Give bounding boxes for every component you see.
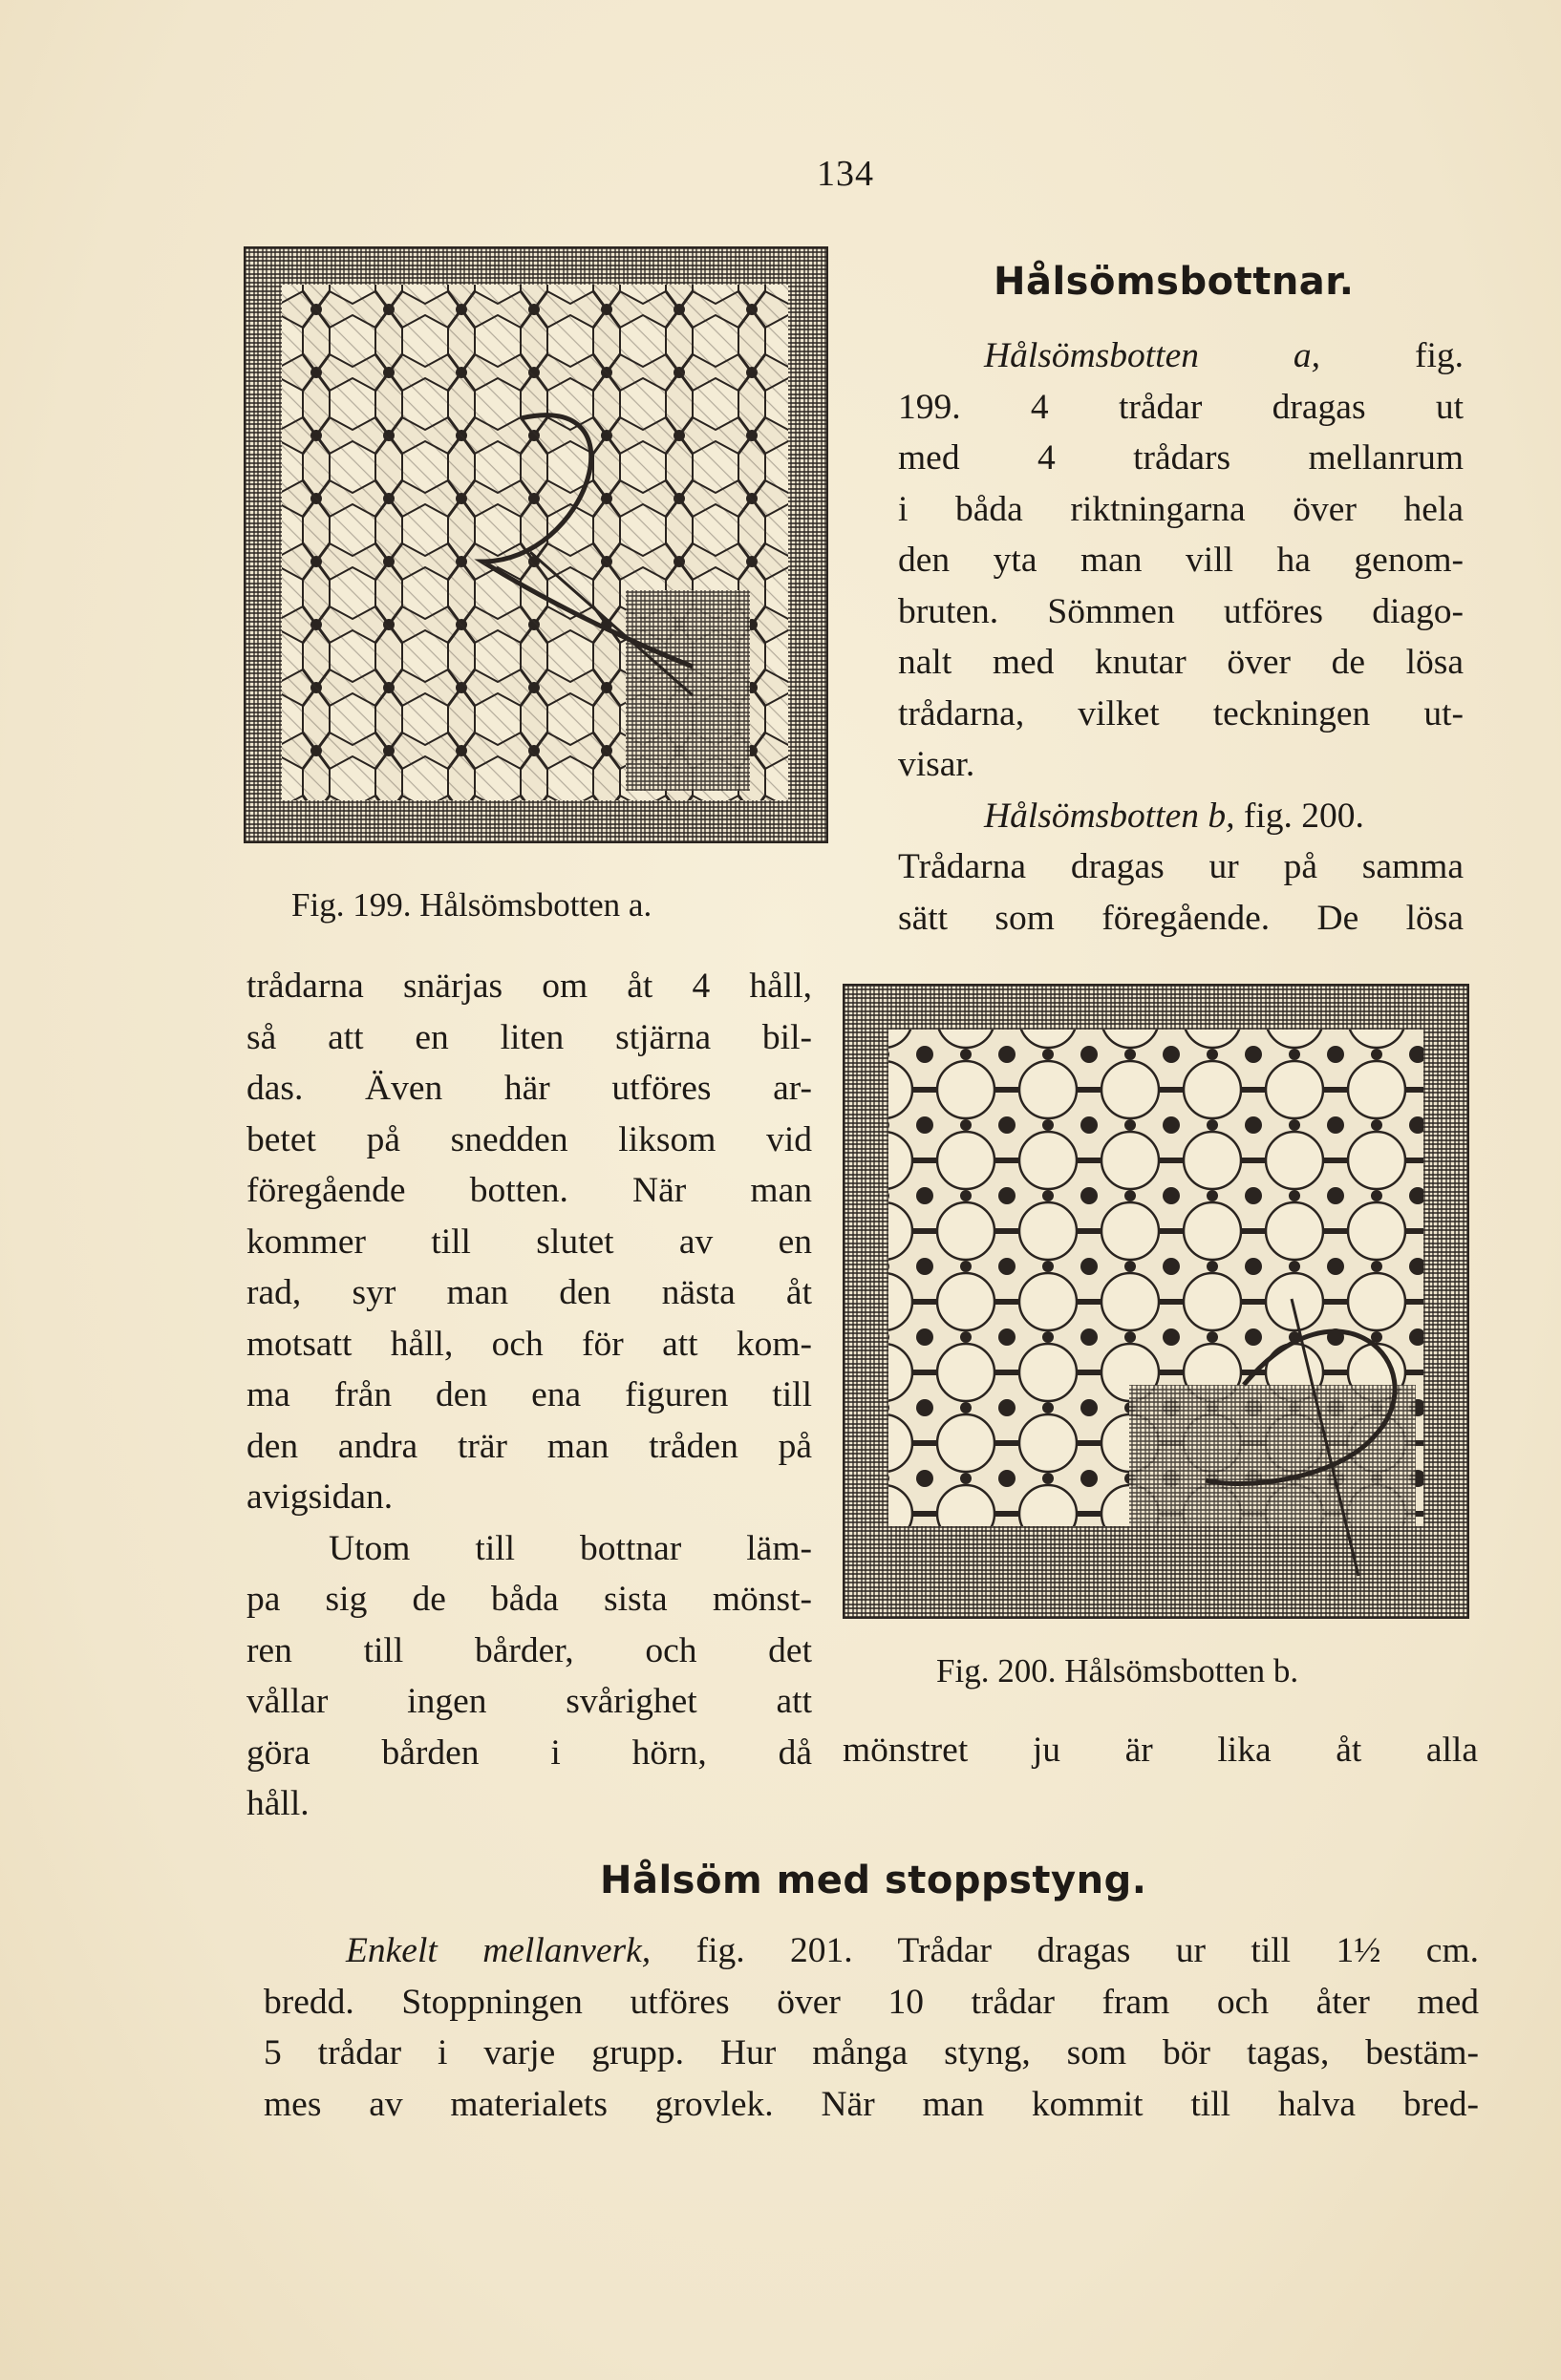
figure-200-image <box>843 984 1469 1619</box>
section-heading-halsomsbottnar: Hålsömsbottnar. <box>994 260 1355 304</box>
right-continuation-line <box>843 1725 1478 1776</box>
page-number: 134 <box>817 154 874 194</box>
text-line: sätt som föregående. De lösa <box>898 898 1464 938</box>
text-line: göra bården i hörn, då <box>246 1732 812 1773</box>
text-line: ren till bårder, och det <box>246 1630 812 1670</box>
figure-199-caption: Fig. 199. Hålsömsbotten a. <box>291 886 652 924</box>
text-line: 199. 4 trådar dragas ut <box>898 387 1464 427</box>
figure-199-image <box>244 246 828 843</box>
text-line: mönstret ju är lika åt alla <box>843 1731 1478 1770</box>
text-line: trådarna, vilket teckningen ut- <box>898 693 1464 733</box>
text-line: Utom till bottnar läm- <box>329 1528 812 1568</box>
text-line: pa sig de båda sista mönst- <box>246 1580 812 1619</box>
text-line: betet på snedden liksom vid <box>246 1119 812 1159</box>
figure-200-caption: Fig. 200. Hålsömsbotten b. <box>936 1652 1299 1689</box>
text-line: föregående botten. När man <box>246 1171 812 1210</box>
bottom-paragraph <box>264 1925 1479 2130</box>
right-column-text <box>898 330 1464 944</box>
text-line: trådarna snärjas om åt 4 håll, <box>246 967 812 1006</box>
text-line: i båda riktningarna över hela <box>898 489 1464 529</box>
text-line: kommer till slutet av en <box>246 1222 812 1262</box>
text-line: rad, syr man den nästa åt <box>246 1273 812 1312</box>
figure-200-drawing <box>843 984 1469 1619</box>
text-line: den andra trär man tråden på <box>246 1426 812 1466</box>
text-line: Trådarna dragas ur på samma <box>898 847 1464 886</box>
text-line: så att en liten stjärna bil- <box>246 1017 812 1057</box>
text-line: med 4 trådars mellanrum <box>898 438 1464 478</box>
text-line: bredd. Stoppningen utföres över 10 trådar fram och åter med <box>264 1982 1479 2022</box>
text-line: bruten. Sömmen utföres diago- <box>898 591 1464 631</box>
left-column-text <box>246 961 812 1830</box>
text-line: Enkelt mellanverk, fig. 201. Trådar dragas ur till 1½ cm. <box>346 1931 1479 1970</box>
text-line: nalt med knutar över de lösa <box>898 643 1464 682</box>
figure-199-drawing <box>244 246 828 843</box>
section-heading-halsom-med-stoppstyng: Hålsöm med stoppstyng. <box>600 1859 1147 1902</box>
text-line: visar. <box>898 745 975 784</box>
text-line: vållar ingen svårighet att <box>246 1682 812 1721</box>
text-line: Hålsömsbotten b, fig. 200. <box>984 796 1364 836</box>
text-line: den yta man vill ha genom- <box>898 541 1464 580</box>
text-line: motsatt håll, och för att kom- <box>246 1324 812 1364</box>
text-line: avigsidan. <box>246 1477 394 1517</box>
text-line: mes av materialets grovlek. När man kommit till halva bred- <box>264 2084 1479 2124</box>
text-line: 5 trådar i varje grupp. Hur många styng, som bör tagas, bestäm- <box>264 2033 1479 2072</box>
text-line: Hålsömsbotten a, fig. <box>984 336 1464 375</box>
text-line: ma från den ena figuren till <box>246 1375 812 1414</box>
text-line: håll. <box>246 1784 310 1823</box>
text-line: das. Även här utföres ar- <box>246 1069 812 1108</box>
